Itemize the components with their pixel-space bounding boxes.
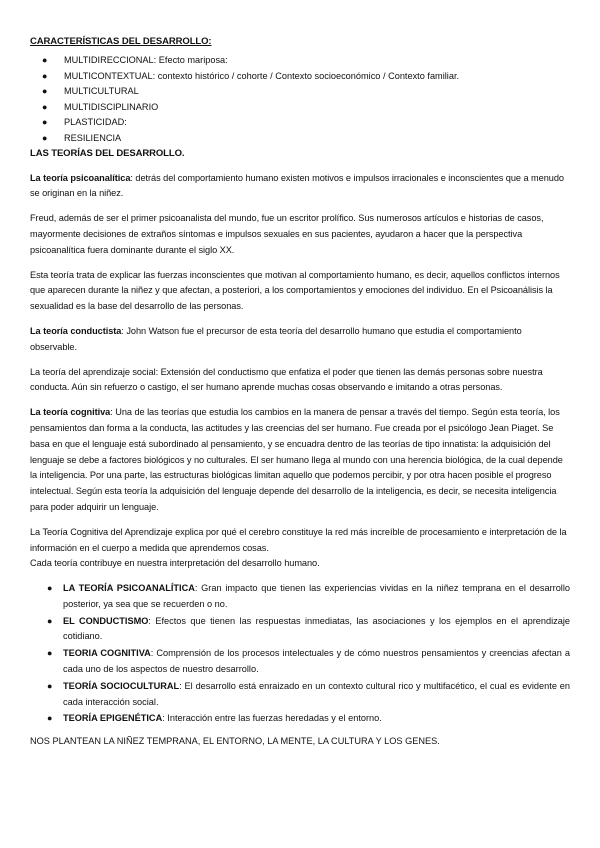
bullet-icon: ●	[47, 680, 53, 691]
heading-theories: LAS TEORÍAS DEL DESARROLLO.	[30, 147, 185, 159]
bullet-icon: ●	[47, 583, 53, 594]
paragraph-cognitive-learning: La Teoría Cognitiva del Aprendizaje explica por qué el cerebro constituye la red más increíble de procesamiento e interpretación de la información en el cuerpo a medida que aprendemos cosas. Cada teoría contribuye en nuestra interpretación del desarrollo humano.	[30, 526, 567, 569]
closing-statement: NOS PLANTEAN LA NIÑEZ TEMPRANA, EL ENTORNO, LA MENTE, LA CULTURA Y LOS GENES.	[30, 736, 440, 747]
paragraph-social-learning: La teoría del aprendizaje social: Extensión del conductismo que enfatiza el poder que tienen las demás personas sobre nuestra conducta. Aún sin refuerzo o castigo, el ser humano aprende muchas cosas observando e imitando a otras personas.	[30, 366, 543, 393]
bullet-icon: ●	[47, 615, 53, 626]
list-item: ● EL CONDUCTISMO: Efectos que tienen las respuestas inmediatas, las asociaciones y los ejemplos en el aprendizaje cotidiano.	[47, 615, 570, 642]
theories-summary-list	[30, 581, 570, 727]
list-item: ● RESILIENCIA	[30, 131, 570, 147]
bullet-icon: ●	[42, 55, 48, 65]
paragraph-cognitive: La teoría cognitiva: Una de las teorías que estudia los cambios en la manera de pensar a través del tiempo. Según esta teoría, los pensamientos dan forma a la conducta, las actitudes y las creencias del ser humano. Fue creada por el psicólogo Jean Piaget. Se basa en que el lenguaje está subordinado al pensamiento, y se encuadra dentro de las teorías de tipo innatista: la adquisición del lenguaje se debe a factores biológicos y no culturales. El ser humano llega al mundo con una herencia biológica, de la cual depende la inteligencia. Por una parte, las estructuras biológicas limitan aquello que podemos percibir, y por otra hacen posible el progreso intelectual. Según esta teoría la adquisición del lenguaje depende del desarrollo de la inteligencia, es decir, se necesita inteligencia para poder adquirir un lenguaje.	[30, 407, 563, 512]
bullet-icon: ●	[42, 117, 48, 128]
list-item: ● MULTIDISCIPLINARIO	[30, 100, 570, 116]
list-item: ● TEORIA COGNITIVA: Comprensión de los procesos intelectuales y de cómo nuestros pensamientos y creencias afectan a cada uno de los aspectos de nuestro desarrollo.	[47, 648, 570, 675]
list-item: ● MULTICONTEXTUAL: contexto histórico / cohorte / Contexto socioeconómico / Contexto familiar.	[30, 69, 570, 85]
bullet-icon: ●	[42, 101, 48, 112]
list-item: ● LA TEORÍA PSICOANALÍTICA: Gran impacto que tienen las experiencias vividas en la niñez temprana en el desarrollo posterior, ya sea que se recuerden o no.	[47, 583, 570, 609]
bullet-icon: ●	[42, 70, 48, 81]
bullet-icon: ●	[42, 132, 48, 143]
bullet-icon: ●	[47, 648, 53, 659]
bullet-icon: ●	[42, 86, 48, 97]
list-item: ● MULTIDIRECCIONAL: Efecto mariposa:	[30, 53, 570, 69]
heading-characteristics: CARACTERÍSTICAS DEL DESARROLLO:	[30, 36, 212, 47]
list-item: ● TEORÍA SOCIOCULTURAL: El desarrollo está enraizado en un contexto cultural rico y multifacético, el cual es evidente en cada interacción social.	[47, 680, 570, 707]
list-item: ● TEORÍA EPIGENÉTICA: Interacción entre las fuerzas heredadas y el entorno.	[30, 711, 570, 727]
bullet-icon: ●	[47, 713, 53, 724]
paragraph-freud: Freud, además de ser el primer psicoanalista del mundo, fue un escritor prolífico. Sus numerosos artículos e historias de casos, mayormente decisiones de extraños síntomas e impulsos sexuales en sus pacientes, ayudaron a hacer que la perspectiva psicoanalítica fuera dominante durante el siglo XX.	[30, 213, 544, 255]
list-item: ● PLASTICIDAD:	[30, 115, 570, 131]
characteristics-list	[30, 53, 570, 147]
list-item: ● MULTICULTURAL	[30, 84, 570, 100]
paragraph-unconscious: Esta teoría trata de explicar las fuerzas inconscientes que motivan al comportamiento humano, es decir, aquellos conflictos internos que aparecen durante la niñez y que afectan, a posteriori, a los comportamientos y emociones del individuo. En el Psicoanálisis la sexualidad es la base del desarrollo de las personas.	[30, 269, 560, 312]
paragraph-behaviorist: La teoría conductista: John Watson fue el precursor de esta teoría del desarrollo humano que estudia el comportamiento observable.	[30, 325, 522, 352]
paragraph-psychoanalytic: La teoría psicoanalítica: detrás del comportamiento humano existen motivos e impulsos irracionales e inconscientes que a menudo se originan en la niñez.	[30, 172, 564, 199]
